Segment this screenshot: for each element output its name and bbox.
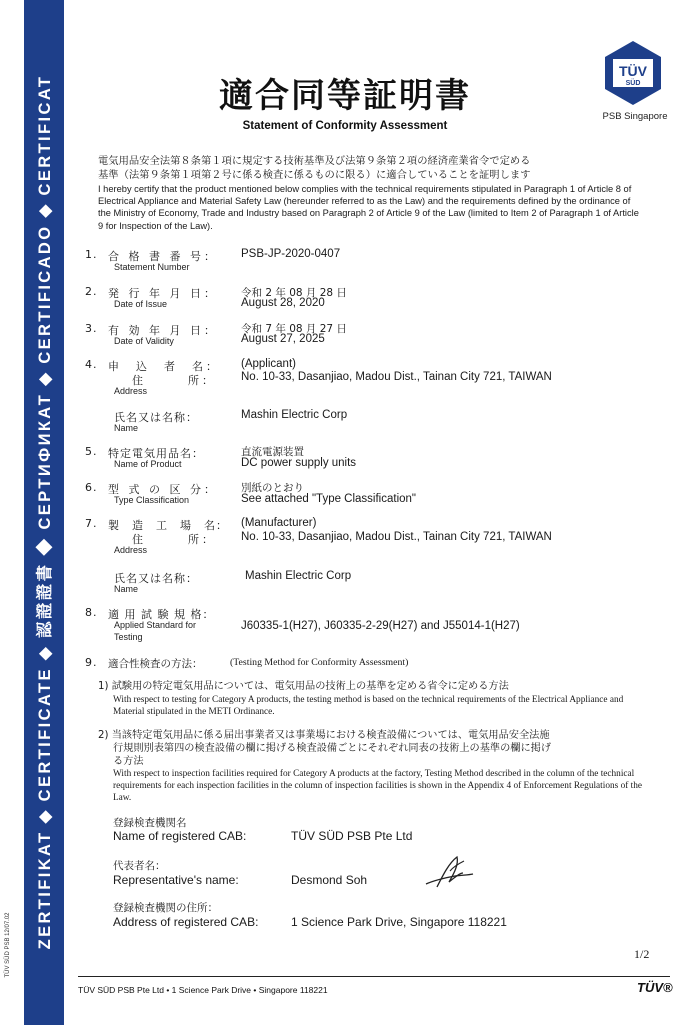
applicant-label-jp: 申 込 者 名： — [108, 360, 220, 373]
intro-japanese — [98, 154, 643, 182]
type-label-en: Type Classification — [114, 495, 190, 505]
manufacturer-tag: (Manufacturer) — [241, 517, 317, 529]
validity-date-value-jp: 令和 7 年 08 月 27 日 — [241, 323, 347, 335]
intro-jp-line-1: 電気用品安全法第８条第１項に規定する技術基準及び法第９条第２項の経済産業省令で定める — [98, 155, 531, 167]
footer-divider — [78, 976, 670, 977]
cab-address-label: Address of registered CAB: — [113, 915, 259, 929]
standard-label-en-1: Applied Standard for — [114, 620, 197, 630]
intro-english: I hereby certify that the product mentioned below complies with the technical requirements stipulated in Paragraph 1 of Article 8 of Electrical Appliance and Material Safety Law (hereunder referred to as the Law) and the requirements defined by the ordinance of the Ministry of Economy, Trade and Industry based on Paragraph 2 of Article 9 of the Law (limited to Item 2 of Paragraph 1 of Article 9 for Inspection of the Law). — [98, 184, 639, 231]
validity-date-label-jp: 有 効 年 月 日： — [108, 324, 218, 337]
representative-name: Desmond Soh — [291, 873, 368, 887]
manufacturer-name-label-jp: 氏名又は名称： — [114, 572, 198, 585]
method-point-1-jp: 1) 試験用の特定電気用品については、電気用品の技術上の基準を定める省令に定める方法 — [98, 681, 509, 692]
standard-label-jp: 適 用 試 験 規 格： — [108, 608, 215, 621]
manufacturer-label-jp: 製 造 工 場 名： — [108, 519, 228, 532]
issue-date-label-en: Date of Issue — [114, 299, 168, 309]
standard-label-en-2: Testing — [114, 632, 143, 642]
applicant-name-label-en: Name — [114, 423, 139, 433]
cab-address-label-jp: 登録検査機関の住所： — [113, 902, 218, 914]
applicant-address-label-en: Address — [114, 386, 148, 396]
standard-value: J60335-1(H27), J60335-2-29(H27) and J55014-1(H27) — [241, 620, 520, 632]
banner-text: ZERTIFIKAT ◆ CERTIFICATE ◆ 認證證書 ◆ СЕРТИФИКАТ ◆ CERTIFICADO ◆ CERTIFICAT — [36, 74, 54, 950]
product-label-jp: 特定電気用品名： — [108, 447, 204, 460]
item-number-4: 4. — [85, 358, 98, 371]
applicant-name-label-jp: 氏名又は名称： — [114, 411, 198, 424]
representative-label: Representative's name: — [113, 873, 239, 887]
issue-date-value: August 28, 2020 — [241, 297, 325, 309]
type-value: See attached "Type Classification" — [241, 493, 417, 505]
manufacturer-name: Mashin Electric Corp — [245, 570, 352, 582]
form-code: TÜV SÜD PSB 12/07.02 — [5, 912, 11, 978]
footer-text: TÜV SÜD PSB Pte Ltd • 1 Science Park Drive • Singapore 118221 — [78, 985, 328, 995]
document-subtitle: Statement of Conformity Assessment — [242, 120, 448, 132]
item-number-3: 3. — [85, 322, 98, 335]
representative-label-jp: 代表者名： — [113, 860, 166, 872]
statement-number-label-en: Statement Number — [114, 262, 190, 272]
footer-tuv-logo: TÜV® — [637, 980, 673, 995]
product-value-jp: 直流電源装置 — [241, 446, 304, 458]
applicant-tag: (Applicant) — [241, 358, 296, 370]
issue-date-value-jp: 令和 2 年 08 月 28 日 — [241, 287, 347, 299]
statement-number-value: PSB-JP-2020-0407 — [241, 248, 341, 260]
item-number-1: 1. — [85, 248, 98, 261]
validity-date-label-en: Date of Validity — [114, 336, 174, 346]
page-number: 1/2 — [634, 947, 650, 961]
logo-sud-text: SÜD — [625, 80, 641, 87]
logo-caption: PSB Singapore — [602, 111, 668, 122]
item-number-6: 6. — [85, 481, 98, 494]
tuv-sud-logo — [600, 40, 666, 106]
method-label-en: (Testing Method for Conformity Assessment) — [230, 657, 409, 668]
manufacturer-address-label-en: Address — [114, 545, 148, 555]
cab-address: 1 Science Park Drive, Singapore 118221 — [291, 915, 507, 929]
statement-number-label-jp: 合 格 書 番 号： — [108, 250, 218, 263]
applicant-address: No. 10-33, Dasanjiao, Madou Dist., Tainan City 721, TAIWAN — [241, 371, 552, 383]
method-point-2-jp-line-2: 行規則別表第四の検査設備の欄に掲げる検査設備ごとにそれぞれ同表の技術上の基準の欄に掲げ — [113, 743, 552, 754]
type-label-jp: 型 式 の 区 分： — [108, 483, 218, 496]
applicant-address-label-jp: 住 所： — [132, 374, 216, 387]
product-value: DC power supply units — [241, 457, 357, 469]
item-number-7: 7. — [85, 517, 98, 530]
validity-date-value: August 27, 2025 — [241, 333, 325, 345]
method-point-1-en: With respect to testing for Category A products, the testing method is based on the technical requirements of the Electrical Appliance and Material stipulated in the METI Ordinance. — [113, 695, 624, 718]
method-point-2-en: With respect to inspection facilities required for Category A products at the factory, Testing Method described in the column of the technical requirements for each inspection facilities in the column of inspection facilities is shown in the Appendix 4 of Enforcement Regulations of the Law. — [113, 769, 643, 804]
cab-name: TÜV SÜD PSB Pte Ltd — [291, 829, 413, 843]
document-title: 適合同等証明書 — [219, 76, 471, 116]
method-label-jp: 適合性検査の方法： — [108, 658, 203, 670]
issue-date-label-jp: 発 行 年 月 日： — [108, 287, 218, 300]
manufacturer-address: No. 10-33, Dasanjiao, Madou Dist., Tainan City 721, TAIWAN — [241, 531, 552, 543]
intro-jp-line-2: 基準（法第９条第１項第２号に係る検査に係るものに限る）に適合していることを証明します — [98, 169, 531, 181]
product-label-en: Name of Product — [114, 459, 182, 469]
signature — [423, 851, 475, 891]
applicant-name: Mashin Electric Corp — [241, 409, 348, 421]
method-point-2-jp-line-3: る方法 — [113, 756, 144, 767]
method-point-2-jp-line-1: 2) 当該特定電気用品に係る届出事業者又は事業場における検査設備については、電気用品安全法施 — [98, 730, 550, 741]
item-number-2: 2. — [85, 285, 98, 298]
manufacturer-address-label-jp: 住 所： — [132, 533, 216, 546]
cab-name-label-jp: 登録検査機関名 — [113, 817, 187, 829]
type-value-jp: 別紙のとおり — [241, 482, 304, 494]
cab-name-label: Name of registered CAB: — [113, 829, 247, 843]
item-number-9: 9. — [85, 656, 98, 669]
manufacturer-name-label-en: Name — [114, 584, 139, 594]
logo-tuv-text: TÜV — [619, 63, 647, 79]
item-number-8: 8. — [85, 606, 98, 619]
item-number-5: 5. — [85, 445, 98, 458]
